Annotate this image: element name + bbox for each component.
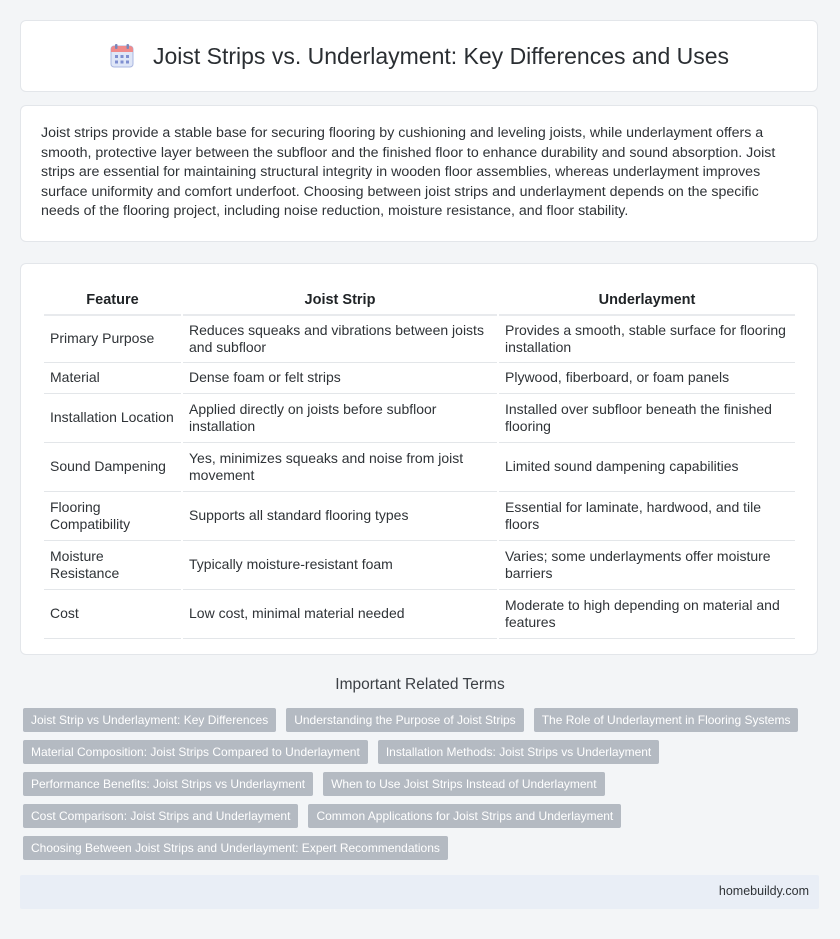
related-term-link[interactable]: Installation Methods: Joist Strips vs Underlayment [378, 740, 659, 764]
table-row [44, 363, 795, 394]
feature-cell: Moisture Resistance [44, 541, 181, 590]
joist-strip-cell: Typically moisture-resistant foam [183, 541, 497, 590]
header-joist-strip: Joist Strip [183, 282, 497, 316]
joist-strip-cell: Reduces squeaks and vibrations between joists and subfloor [183, 316, 497, 363]
footer-site-link[interactable]: homebuildy.com [718, 884, 809, 898]
related-term-link[interactable]: Understanding the Purpose of Joist Strips [286, 708, 523, 732]
related-term-link[interactable]: Joist Strip vs Underlayment: Key Differences [23, 708, 276, 732]
joist-strip-cell: Supports all standard flooring types [183, 492, 497, 541]
feature-cell: Sound Dampening [44, 443, 181, 492]
related-term-link[interactable]: Common Applications for Joist Strips and Underlayment [308, 804, 621, 828]
table-row [44, 316, 795, 363]
table-row [44, 443, 795, 492]
intro-card [20, 105, 818, 242]
joist-strip-cell: Low cost, minimal material needed [183, 590, 497, 639]
title-wrap [109, 43, 729, 70]
comparison-card [20, 263, 818, 655]
feature-cell: Primary Purpose [44, 316, 181, 363]
table-header-row [44, 282, 795, 316]
title-card [20, 20, 818, 92]
feature-cell: Material [44, 363, 181, 394]
feature-cell: Cost [44, 590, 181, 639]
related-term-link[interactable]: When to Use Joist Strips Instead of Underlayment [323, 772, 604, 796]
joist-strip-cell: Dense foam or felt strips [183, 363, 497, 394]
underlayment-cell: Plywood, fiberboard, or foam panels [499, 363, 795, 394]
related-term-link[interactable]: Cost Comparison: Joist Strips and Underlayment [23, 804, 298, 828]
underlayment-cell: Varies; some underlayments offer moisture barriers [499, 541, 795, 590]
feature-cell: Flooring Compatibility [44, 492, 181, 541]
underlayment-cell: Limited sound dampening capabilities [499, 443, 795, 492]
table-row [44, 492, 795, 541]
header-feature: Feature [44, 282, 181, 316]
related-terms-list [23, 708, 813, 860]
related-term-link[interactable]: Material Composition: Joist Strips Compared to Underlayment [23, 740, 368, 764]
header-underlayment: Underlayment [499, 282, 795, 316]
underlayment-cell: Installed over subfloor beneath the finished flooring [499, 394, 795, 443]
related-term-link[interactable]: Performance Benefits: Joist Strips vs Underlayment [23, 772, 313, 796]
related-term-link[interactable]: The Role of Underlayment in Flooring Systems [534, 708, 799, 732]
footer [20, 875, 819, 909]
comparison-table [42, 282, 797, 639]
calendar-grid-icon [109, 43, 135, 69]
table-row [44, 590, 795, 639]
intro-paragraph: Joist strips provide a stable base for securing flooring by cushioning and leveling joists, while underlayment offers a smooth, protective layer between the subfloor and the finished floor to enhance durability and sound absorption. Joist strips are essential for maintaining structural integrity in wooden floor assemblies, whereas underlayment improves surface uniformity and comfort underfoot. Choosing between joist strips and underlayment depends on the specific needs of the flooring project, including noise reduction, moisture resistance, and floor stability. [41, 125, 776, 220]
joist-strip-cell: Applied directly on joists before subfloor installation [183, 394, 497, 443]
joist-strip-cell: Yes, minimizes squeaks and noise from joist movement [183, 443, 497, 492]
related-terms-title: Important Related Terms [335, 676, 505, 693]
underlayment-cell: Provides a smooth, stable surface for flooring installation [499, 316, 795, 363]
underlayment-cell: Moderate to high depending on material and features [499, 590, 795, 639]
feature-cell: Installation Location [44, 394, 181, 443]
table-row [44, 541, 795, 590]
underlayment-cell: Essential for laminate, hardwood, and tile floors [499, 492, 795, 541]
related-term-link[interactable]: Choosing Between Joist Strips and Underlayment: Expert Recommendations [23, 836, 448, 860]
table-row [44, 394, 795, 443]
page-title: Joist Strips vs. Underlayment: Key Differences and Uses [152, 42, 730, 69]
